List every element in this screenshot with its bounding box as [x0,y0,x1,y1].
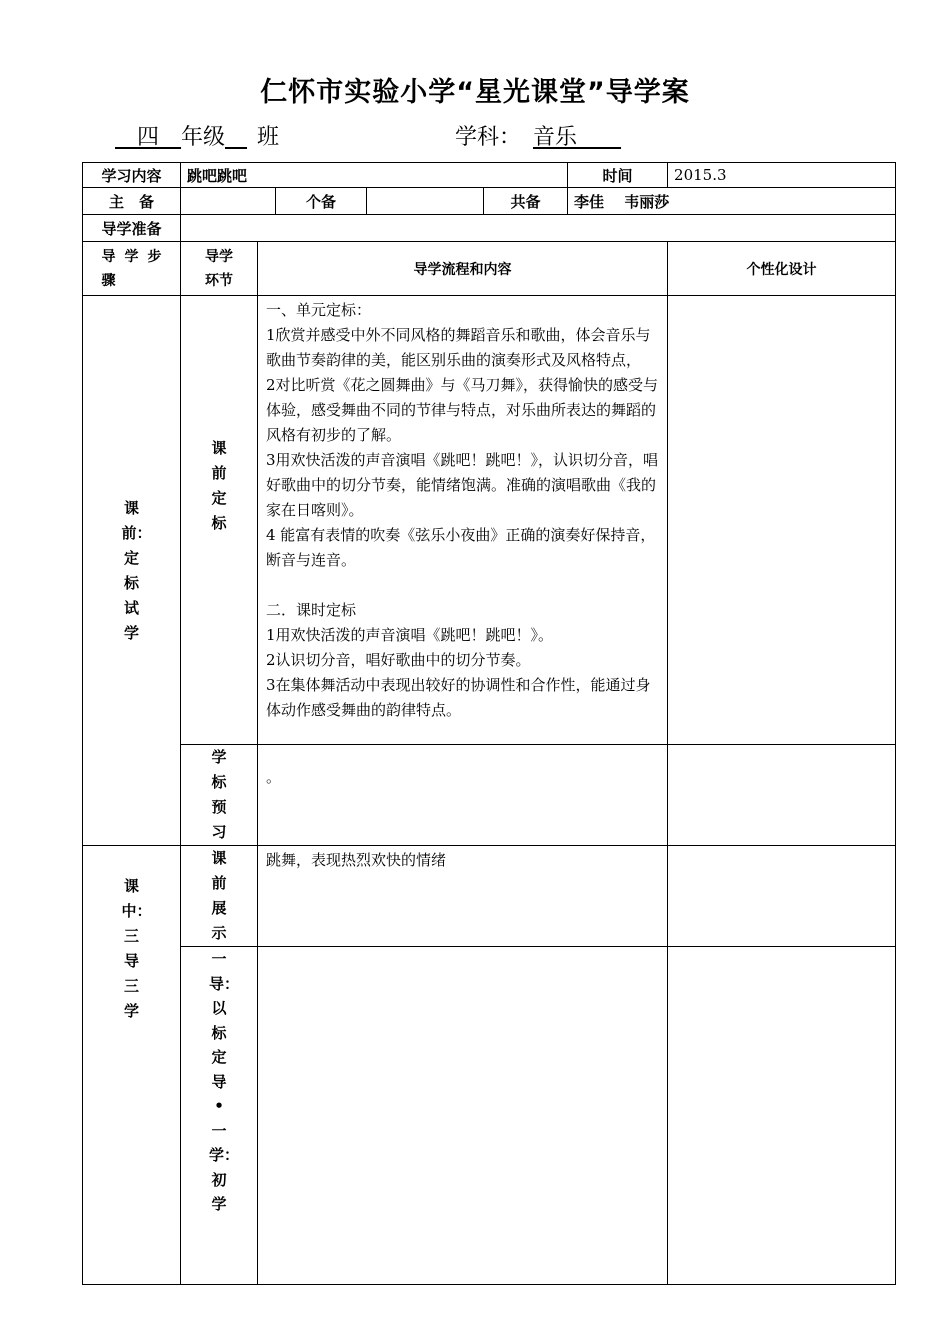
goal-line: 1欣赏并感受中外不同风格的舞蹈音乐和歌曲，体会音乐与歌曲节奏韵律的美，能区别乐曲的演奏形式及风格特点， [266,326,651,369]
individual-prep-label: 个备 [276,188,367,215]
goal-line: 2对比听赏《花之圆舞曲》与《马刀舞》，获得愉快的感受与体验，感受舞曲不同的节律与特点，对乐曲所表达的舞蹈的风格有初步的了解。 [266,376,659,444]
stage-pre-class-show: 课前展示 [181,846,258,947]
personal-design-cell [668,745,896,846]
row-study-content [83,163,896,188]
goal-line: 1用欢快活泼的声音演唱《跳吧！跳吧！》。 [266,626,554,644]
subject-value: 音乐 [533,125,578,150]
goal-spacer [266,573,659,598]
row-preparation [83,215,896,242]
main-preparer-value [181,188,276,215]
class-blank [225,120,247,151]
subject-label: 学科： [455,125,522,150]
study-content-value: 跳吧跳吧 [181,163,568,188]
preparation-label: 导学准备 [83,215,181,242]
row-pre-class-show [83,846,896,947]
pre-class-show-content: 跳舞，表现热烈欢快的情绪 [258,846,668,947]
row-column-headers [83,242,896,296]
stage-pre-class-goals: 课前定标 [181,296,258,745]
row-first-guide [83,947,896,1285]
goal-line: 一、单元定标： [266,301,372,319]
step-in-class: 课中：三导三学 [83,846,181,1285]
time-label: 时间 [568,163,668,188]
personal-design-cell [668,846,896,947]
lesson-plan-table [82,162,896,1285]
row-preparers [83,188,896,215]
study-content-label: 学习内容 [83,163,181,188]
preview-content: 。 [258,745,668,846]
personal-design-cell [668,296,896,745]
time-value: 2015.3 [668,163,896,188]
goal-line: 3用欢快活泼的声音演唱《跳吧！跳吧！》，认识切分音，唱好歌曲中的切分节奏，能情绪饱满。准确的演唱歌曲《我的家在日喀则》。 [266,451,659,519]
goal-line: 4 能富有表情的吹奏《弦乐小夜曲》正确的演奏好保持音，断音与连音。 [266,526,656,569]
preparation-value [181,215,896,242]
stage-preview: 学标预习 [181,745,258,846]
goal-line: 2认识切分音，唱好歌曲中的切分节奏。 [266,651,531,669]
class-label: 班 [257,125,280,150]
row-pre-class-goals [83,296,896,745]
row-preview [83,745,896,846]
step-pre-class: 课前：定标试学 [83,296,181,846]
column-personal: 个性化设计 [668,242,896,296]
grade-label: 年级 [181,125,226,150]
shared-prep-label: 共备 [484,188,568,215]
shared-prep-names: 李佳 韦丽莎 [568,188,896,215]
column-step: 导 学 步 骤 [83,242,181,296]
personal-design-cell [668,947,896,1285]
header-line [115,120,815,154]
goal-line: 二．课时定标 [266,601,357,619]
individual-prep-value [367,188,484,215]
first-guide-content [258,947,668,1285]
column-stage: 导学环节 [181,242,258,296]
goal-line: 3在集体舞活动中表现出较好的协调性和合作性，能通过身体动作感受舞曲的韵律特点。 [266,676,651,719]
document-title: 仁怀市实验小学“星光课堂”导学案 [260,77,690,108]
main-preparer-label: 主 备 [83,188,181,215]
column-process: 导学流程和内容 [258,242,668,296]
pre-class-goals-content [258,296,668,745]
stage-first-guide: 一导：以标定导•一学：初学 [181,947,258,1285]
grade-value: 四 [137,125,160,150]
